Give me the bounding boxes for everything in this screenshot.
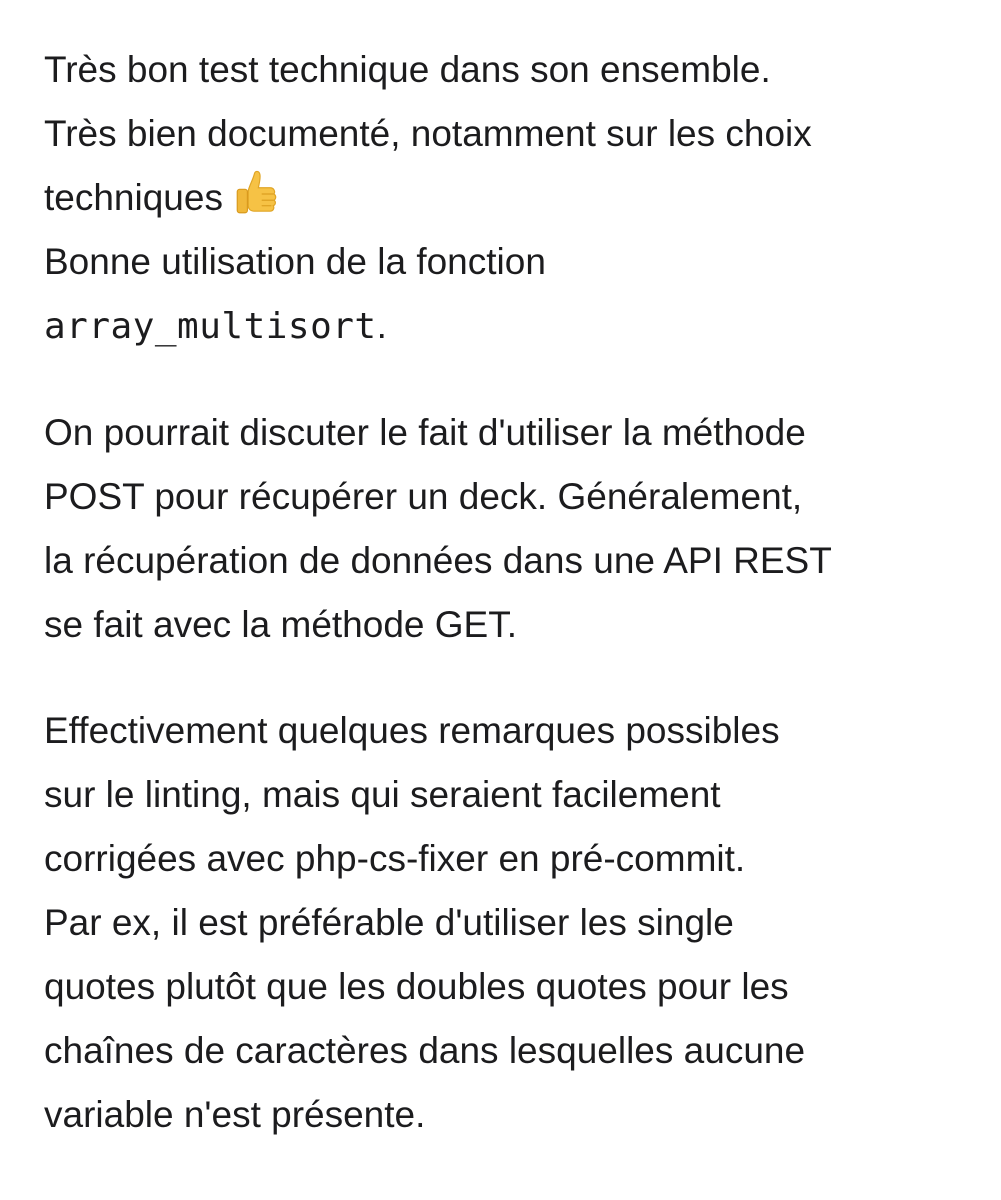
paragraph-summary <box>44 38 961 359</box>
text-line: POST pour récupérer un deck. Généralement, <box>44 476 803 517</box>
text-line: On pourrait discuter le fait d'utiliser la méthode <box>44 412 806 453</box>
text-line: variable n'est présente. <box>44 1094 426 1135</box>
text-line: Bonne utilisation de la fonction <box>44 241 546 282</box>
text-line: Très bon test technique dans son ensemble. <box>44 49 771 90</box>
code-suffix: . <box>376 305 387 346</box>
text-line-content: techniques <box>44 177 223 218</box>
text-line: Par ex, il est préférable d'utiliser les single <box>44 902 734 943</box>
text-line: la récupération de données dans une API REST <box>44 540 832 581</box>
paragraph-spacer <box>44 657 961 699</box>
text-line: Très bien documenté, notamment sur les choix <box>44 113 812 154</box>
text-line: se fait avec la méthode GET. <box>44 604 518 645</box>
text-line: corrigées avec php-cs-fixer en pré-commit. <box>44 838 746 879</box>
thumbs-up-icon <box>231 169 281 219</box>
paragraph-spacer <box>44 359 961 401</box>
text-line: quotes plutôt que les doubles quotes pour les <box>44 966 789 1007</box>
text-line <box>44 166 961 230</box>
text-line: chaînes de caractères dans lesquelles aucune <box>44 1030 806 1071</box>
inline-code: array_multisort <box>44 306 377 347</box>
text-line <box>44 294 961 359</box>
paragraph-linting <box>44 699 961 1147</box>
paragraph-http-method <box>44 401 961 657</box>
text-line: sur le linting, mais qui seraient facilement <box>44 774 721 815</box>
text-line: Effectivement quelques remarques possibles <box>44 710 780 751</box>
